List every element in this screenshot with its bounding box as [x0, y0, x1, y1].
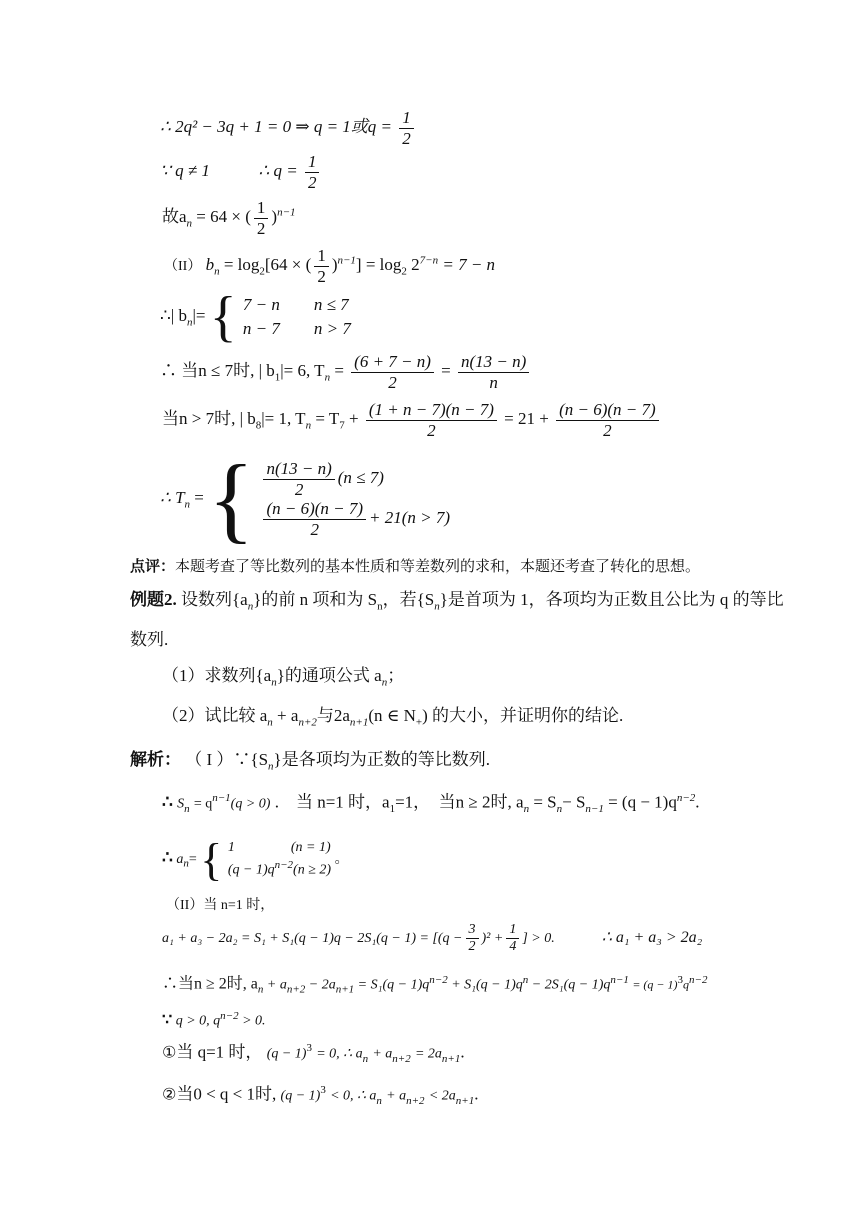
solution-line-7: ①当 q=1 时， $(q - 1)^3 = 0$, ∴ $a_n + a_{n+2} = 2a_{n+1}$.: [162, 1042, 465, 1066]
solution-line-8: ②当0 < q < 1时, $(q - 1)^3 < 0$, ∴ $a_n + a_{n+2} < 2a_{n+1}$.: [162, 1084, 479, 1108]
solution-line-3: （II）当 n=1 时，: [166, 898, 275, 913]
fraction: $\frac{1}{2}$: [399, 108, 414, 148]
example-2-line-2: 数列.: [130, 630, 169, 649]
solution-line-2: ∴ $a_n=$ { 1 (n = 1) $(q - 1)q^{n-2}(n \ge 2)$ 。: [162, 833, 349, 885]
left-brace: {: [200, 833, 223, 885]
fraction: $\frac{1}{2}$: [254, 198, 269, 238]
circled-two-marker: ②: [162, 1084, 177, 1104]
equation-line-2: ∵ q ≠ 1 ∴ q = $\frac{1}{2}$: [160, 152, 322, 192]
solution-line-1: ∴ $S_n = q^{n-1}(q > 0)$ . 当 n=1 时，$a_1=1$， 当n ≥ 2时, $a_n = S_n- S_{n-1} = (q - 1)q^{n-2}$.: [162, 792, 700, 816]
fraction: $\frac{1}{2}$: [314, 246, 329, 286]
question-1: （1）求数列$\{a_n\}$的通项公式 $a_n$；: [162, 666, 405, 689]
cases: 7 − n n ≤ 7 n − 7 n > 7: [242, 294, 351, 339]
fraction: $\frac{(6 + 7 - n)}{2}$: [351, 352, 434, 392]
circled-one-marker: ①: [162, 1042, 177, 1062]
equation-line-8: ∴ $T_n$ = { $\frac{n(13 - n)}{2}$ (n ≤ 7) $\frac{(n - 6)(n - 7)}{2}$ + 21(n > 7): [160, 445, 451, 552]
equation-line-1: ∴ 2q² − 3q + 1 = 0 ⇒ q = 1或q = $\frac{1}{2}$: [160, 108, 417, 148]
solution-line-5: ∴当n ≥ 2时, $a_n + a_{n+2} - 2a_{n+1} = S_1(q - 1)q^{n-2} + S_1(q - 1)q^n - 2S_1(q - 1)q^{n-1} = (q - 1)^3q^{n-2}$: [162, 974, 708, 996]
left-brace: {: [209, 286, 237, 348]
fraction: $\frac{(1 + n - 7)(n - 7)}{2}$: [366, 400, 497, 440]
equation-line-7: 当n > 7时, | $b_8|= 1$, $T_n = T_7$ + $\frac{(1 + n - 7)(n - 7)}{2}$ = 21 + $\frac{(n - 6)(n - 7)}{2}$: [162, 400, 662, 440]
fraction: $\frac{(n - 6)(n - 7)}{2}$: [556, 400, 659, 440]
example-2-heading: 例题2. 设数列$\{a_n\}$的前 n 项和为 $S_n$，若$\{S_n\}$是首项为 1，各项均为正数且公比为 q 的等比: [130, 590, 784, 613]
solution-line-6: ∵ q > 0, $q^{n-2} > 0$.: [162, 1010, 266, 1029]
comment: 点评：本题考查了等比数列的基本性质和等差数列的求和，本题还考查了转化的思想。: [130, 559, 701, 575]
equation-line-4: （II） $b_n = \log_2[64$ × ( $\frac{1}{2}$ )$^{n-1}] = \log_2 2^{7-n} = 7 - n$: [164, 246, 496, 286]
fraction: $\frac{1}{2}$: [305, 152, 320, 192]
equation-line-3: 故$a_n = 64$ × ( $\frac{1}{2}$ )$^{n-1}$: [162, 198, 296, 238]
cases: $\frac{n(13 - n)}{2}$ (n ≤ 7) $\frac{(n - 6)(n - 7)}{2}$ + 21(n > 7): [260, 459, 450, 539]
question-2: （2）试比较 $a_n + a_{n+2}$与$2a_{n+1}(n$ ∈ $N_+$) 的大小，并证明你的结论.: [162, 706, 624, 729]
equation-line-5: ∴| $b_n|=$ { 7 − n n ≤ 7 n − 7 n > 7: [160, 286, 351, 348]
equation-line-6: ∴ 当n ≤ 7时, | $b_1|= 6$, $T_n$ = $\frac{(6 + 7 - n)}{2}$ = $\frac{n(13 - n)}{n}$: [160, 352, 532, 392]
solution-line-4: a₁ + a₃ − 2a₂ = S₁ + S₁(q − 1)q − 2S₁(q − 1) = [(q − $\frac{3}{2}$ )² + $\frac{1}{4}$ ] > 0. ∴ a₁ + a₃ > 2a₂: [162, 922, 703, 955]
left-brace: {: [208, 445, 255, 552]
solution-heading: 解析： （ I ）$\because\{S_n\}$是各项均为正数的等比数列.: [130, 750, 490, 773]
fraction: $\frac{n(13 - n)}{n}$: [458, 352, 529, 392]
cases: 1 (n = 1) $(q - 1)q^{n-2}(n \ge 2)$: [227, 840, 332, 878]
